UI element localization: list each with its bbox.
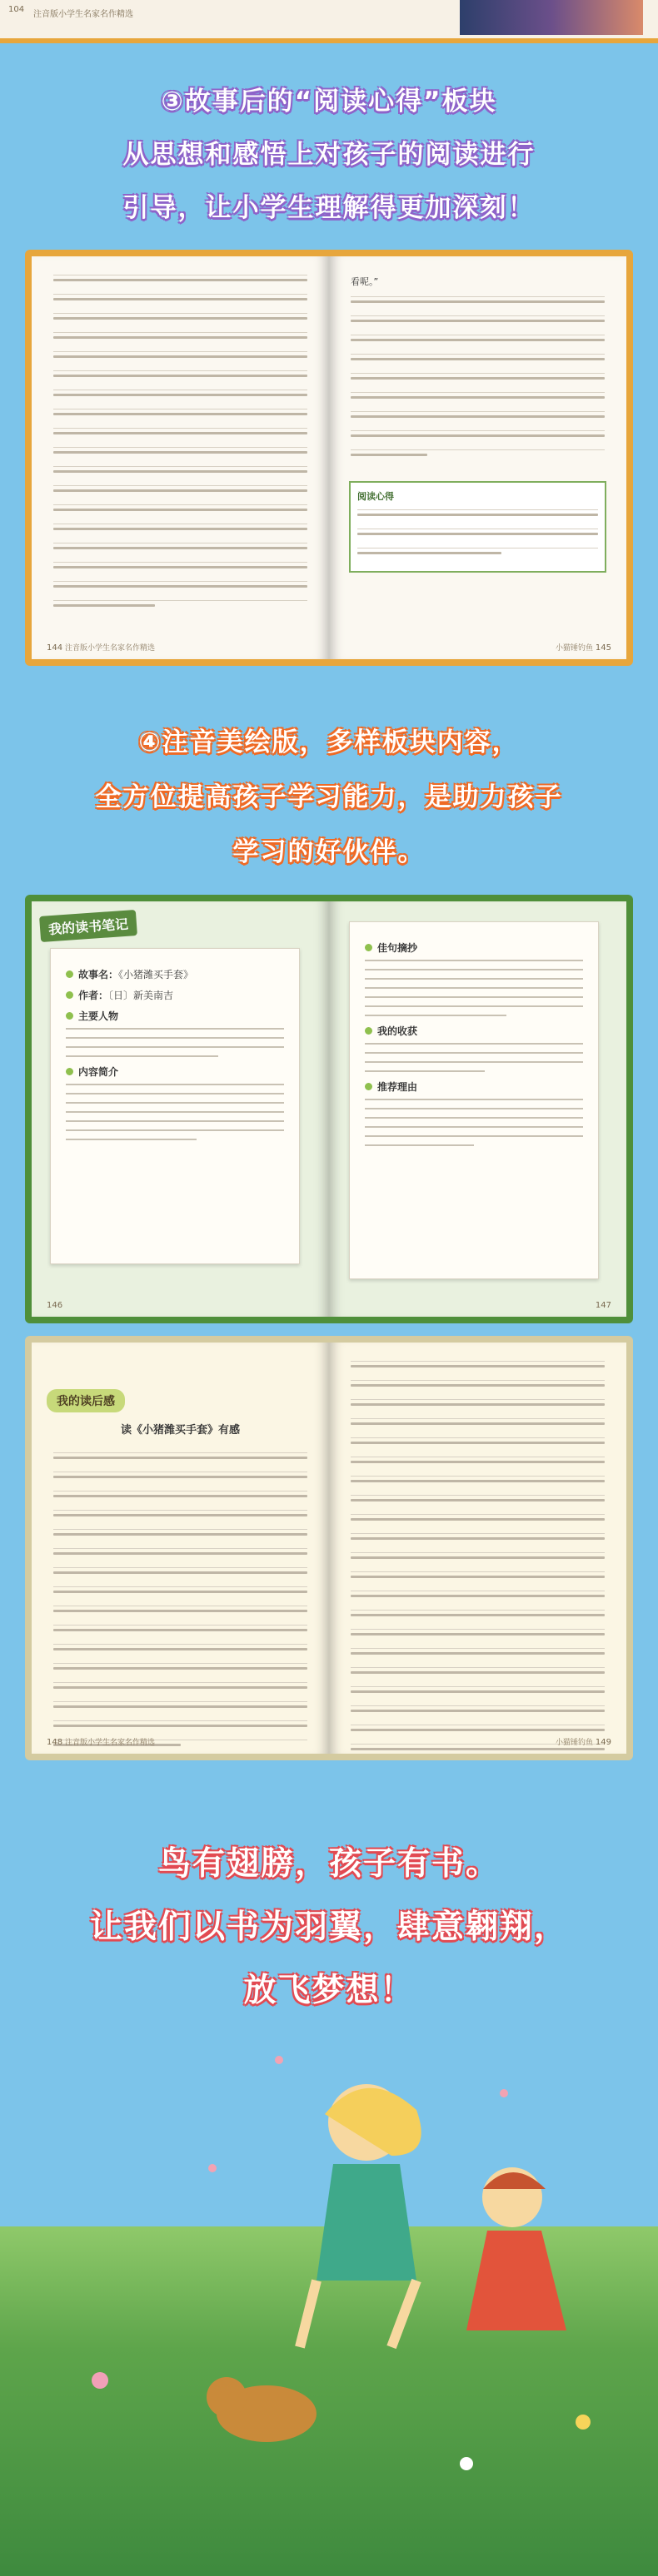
text-line: [53, 1725, 307, 1727]
text-line: [53, 1552, 307, 1555]
pinyin-guide: [53, 1720, 307, 1721]
text-line: [53, 1648, 307, 1650]
pinyin-guide: [53, 1663, 307, 1664]
text-line: [53, 528, 307, 530]
text-line: [53, 432, 307, 434]
text-line: [53, 298, 307, 300]
text-line: [351, 320, 605, 322]
pinyin-guide: [53, 428, 307, 429]
text-line: [53, 375, 307, 377]
text-line: [53, 604, 155, 607]
right-page-number: 147: [595, 1301, 611, 1310]
section4-line3: 学习的好伙伴。: [232, 837, 426, 867]
text-line: [351, 1748, 605, 1750]
text-line: [351, 1422, 605, 1425]
text-line: [351, 358, 605, 360]
pinyin-guide: [351, 392, 605, 393]
book-spread-reading-notes: [25, 250, 633, 666]
text-line: [351, 1671, 605, 1674]
pinyin-guide: [53, 466, 307, 467]
text-line: [53, 1495, 307, 1497]
text-line: [351, 1690, 605, 1693]
text-line: [351, 1365, 605, 1367]
reflection-book-title: 读《小猪潍买手套》有感: [120, 1424, 240, 1437]
text-line: [53, 489, 307, 492]
pinyin-guide: [351, 296, 605, 297]
text-line: [53, 336, 307, 339]
pinyin-guide: [351, 1610, 605, 1611]
text-line: [53, 470, 307, 473]
text-line: [53, 451, 307, 454]
text-line: [351, 1614, 605, 1616]
section3-line2: 从思想和感悟上对孩子的阅读进行: [122, 140, 536, 170]
text-line: [53, 355, 307, 358]
notebook-tag: 我的读书笔记: [39, 910, 137, 942]
text-line: [351, 1480, 605, 1482]
text-line: [53, 1686, 307, 1689]
text-line: [351, 1652, 605, 1655]
pinyin-guide: [351, 411, 605, 412]
text-line: [351, 339, 605, 341]
pinyin-guide: [351, 354, 605, 355]
book-spread-reading-reflection: [25, 1336, 633, 1760]
text-line: [53, 585, 307, 588]
pinyin-guide: [351, 430, 605, 431]
right-page-number: 145: [595, 643, 611, 653]
pinyin-guide: [351, 1476, 605, 1477]
slogan-line2: 让我们以书为羽翼，肆意翱翔，: [89, 1908, 568, 1946]
text-line: [53, 1476, 307, 1478]
pinyin-guide: [351, 1667, 605, 1668]
pinyin-guide: [53, 1682, 307, 1683]
pinyin-guide: [53, 313, 307, 314]
text-line: [357, 514, 598, 516]
right-page-number: 149: [595, 1738, 611, 1747]
text-line: [53, 1514, 307, 1516]
text-line: [351, 1442, 605, 1444]
text-line: [351, 1633, 605, 1635]
text-line: [351, 300, 605, 303]
pinyin-guide: [53, 1452, 307, 1453]
pinyin-guide: [351, 1648, 605, 1649]
text-line: [357, 552, 501, 554]
text-line: [53, 547, 307, 549]
text-line: [351, 1384, 605, 1387]
pinyin-guide: [53, 1644, 307, 1645]
pinyin-guide: [351, 449, 605, 450]
pinyin-guide: [351, 1705, 605, 1706]
text-line: [53, 1591, 307, 1593]
text-line: [351, 415, 605, 418]
pinyin-guide: [351, 1686, 605, 1687]
text-line: [357, 533, 598, 535]
left-page: [32, 1343, 329, 1754]
pinyin-guide: [351, 1437, 605, 1438]
text-line: [351, 1710, 605, 1712]
pinyin-guide: [53, 1701, 307, 1702]
pinyin-guide: [53, 1625, 307, 1626]
illustration-strip: [460, 0, 643, 35]
left-footer: 注音版小学生名家名作精选: [65, 644, 156, 653]
reflection-tag: 我的读后感: [47, 1389, 125, 1412]
text-line: [351, 1729, 605, 1731]
pinyin-guide: [53, 485, 307, 486]
reading-reflection-box: [349, 481, 606, 573]
pinyin-guide: [53, 1510, 307, 1511]
left-page-number: 146: [47, 1301, 63, 1310]
text-line: [351, 454, 427, 456]
pinyin-guide: [351, 373, 605, 374]
text-line: [351, 396, 605, 399]
text-line: [53, 1705, 307, 1708]
left-page: [32, 901, 329, 1317]
book-series-title: 注音版小学生名家名作精选: [33, 10, 133, 19]
right-footer: 小猫锤钓鱼: [555, 644, 593, 653]
slogan-line1: 鸟有翅膀，孩子有书。: [157, 1845, 500, 1883]
pinyin-guide: [351, 1361, 605, 1362]
pinyin-guide: [53, 1586, 307, 1587]
left-page-number: 148: [47, 1738, 63, 1747]
text-line: [351, 1576, 605, 1578]
top-page-strip: [0, 0, 658, 43]
left-page: [32, 256, 329, 659]
text-line: [351, 1461, 605, 1463]
pinyin-guide: [53, 294, 307, 295]
text-line: [351, 1595, 605, 1597]
text-line: [53, 1571, 307, 1574]
pinyin-guide: [351, 1571, 605, 1572]
text-line: [53, 394, 307, 396]
pinyin-guide: [53, 1548, 307, 1549]
right-opening-text: 看呢。”: [351, 276, 379, 287]
text-line: [53, 566, 307, 568]
text-line: [53, 413, 307, 415]
reflection-label: 阅读心得: [357, 491, 394, 502]
pinyin-guide: [53, 1529, 307, 1530]
right-footer: 小猫锤钓鱼: [555, 1739, 593, 1747]
text-line: [53, 1667, 307, 1670]
pinyin-guide: [53, 370, 307, 371]
left-page-number: 144: [47, 643, 63, 653]
notebook-card-right: 佳句摘抄 我的收获 推荐理由: [349, 921, 599, 1279]
text-line: [53, 1629, 307, 1631]
slogan-line3: 放飞梦想！: [243, 1972, 415, 2009]
left-footer: 注音版小学生名家名作精选: [65, 1739, 156, 1747]
page-number: 104: [8, 5, 25, 14]
pinyin-guide: [351, 1629, 605, 1630]
text-line: [53, 1457, 307, 1459]
right-page: [329, 901, 626, 1317]
right-page: [329, 1343, 626, 1754]
girls-running-illustration: [0, 2031, 658, 2576]
text-line: [351, 1518, 605, 1521]
pinyin-guide: [351, 1380, 605, 1381]
section3-line1: ③故事后的“阅读心得”板块: [161, 87, 497, 117]
text-line: [53, 1533, 307, 1536]
pinyin-guide: [53, 581, 307, 582]
pinyin-guide: [53, 600, 307, 601]
section3-line3: 引导，让小学生理解得更加深刻！: [122, 193, 536, 223]
text-line: [351, 1537, 605, 1540]
text-line: [351, 434, 605, 437]
text-line: [351, 1499, 605, 1501]
text-line: [53, 317, 307, 320]
pinyin-guide: [53, 1567, 307, 1568]
text-line: [351, 377, 605, 380]
pinyin-guide: [53, 351, 307, 352]
pinyin-guide: [351, 1418, 605, 1419]
pinyin-guide: [53, 504, 307, 505]
pinyin-guide: [53, 562, 307, 563]
pinyin-guide: [53, 332, 307, 333]
text-line: [351, 1556, 605, 1559]
text-line: [53, 509, 307, 511]
pinyin-guide: [351, 1495, 605, 1496]
pinyin-guide: [351, 1533, 605, 1534]
section4-line2: 全方位提高孩子学习能力，是助力孩子: [95, 782, 563, 812]
pinyin-guide: [351, 315, 605, 316]
pinyin-guide: [357, 509, 598, 510]
section4-line1: ④注音美绘版，多样板块内容，: [138, 727, 520, 757]
pinyin-guide: [351, 1399, 605, 1400]
pinyin-guide: [53, 447, 307, 448]
text-line: [351, 1403, 605, 1406]
notebook-card-left: 故事名：《小猪潍买手套》 作者：〔日〕新美南吉 主要人物 内容简介: [50, 948, 300, 1264]
book-spread-reading-notebook: [25, 895, 633, 1323]
text-line: [53, 1610, 307, 1612]
pinyin-guide: [351, 1514, 605, 1515]
right-page: [329, 256, 626, 659]
children-meadow-illustration: [0, 2031, 658, 2576]
text-line: [53, 279, 307, 281]
pinyin-guide: [351, 1552, 605, 1553]
